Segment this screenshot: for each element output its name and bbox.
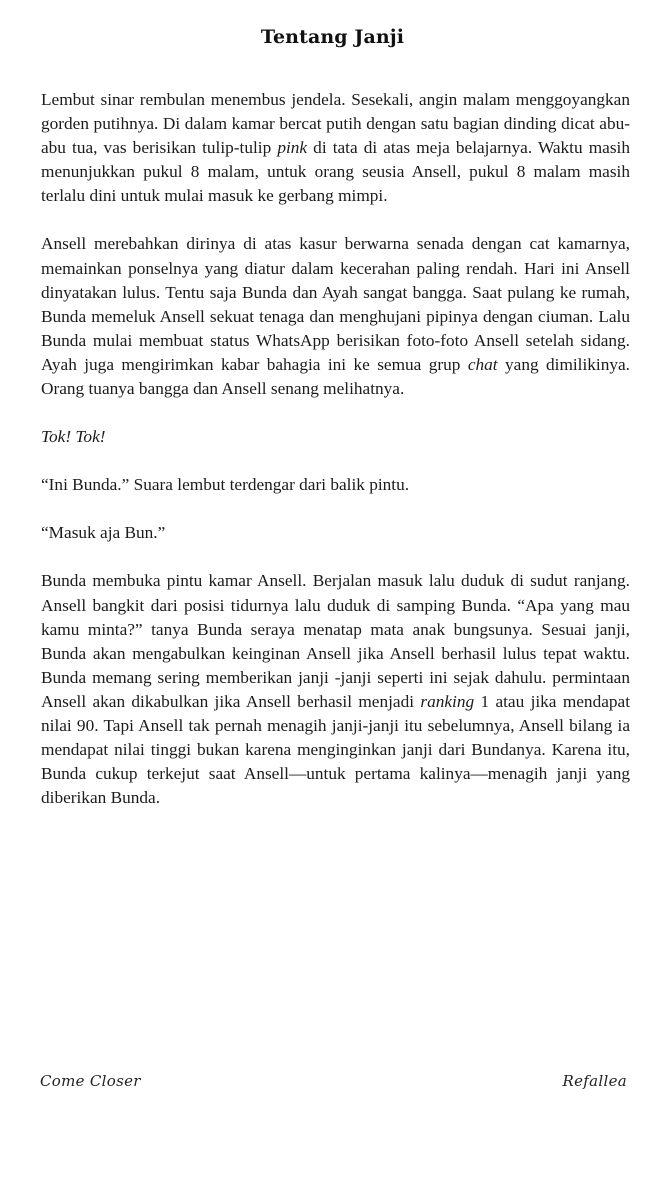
knock-sound-text: Tok! Tok! xyxy=(41,427,106,447)
paragraph-4-dialogue: “Ini Bunda.” Suara lembut terdengar dari balik pintu. xyxy=(41,475,410,495)
footer-author-signature: Refallea xyxy=(562,1072,627,1090)
paragraph-2 xyxy=(41,232,630,401)
story-body xyxy=(41,88,630,834)
footer-book-title: Come Closer xyxy=(40,1072,141,1090)
paragraph-6-text-a: Bunda membuka pintu kamar Ansell. Berjalan masuk lalu duduk di sudut ranjang. Ansell bangkit dari posisi tidurnya lalu duduk di samping Bunda. “Apa yang mau kamu minta?” tanya Bunda seraya menatap mata anak bungsunya. Sesuai janji, Bunda akan mengabulkan keinginan Ansell jika Ansell berhasil lulus tepat waktu. Bunda memang sering memberikan janji -janji seperti ini sejak dahulu. permintaan Ansell akan dikabulkan jika Ansell berhasil menjadi xyxy=(41,571,630,711)
paragraph-1-text-a: Lembut sinar rembulan menembus jendela. Sesekali, angin malam menggoyangkan gorden putihnya. Di dalam kamar bercat putih dengan satu bagian dinding dicat abu-abu tua, vas berisikan tulip-tulip xyxy=(41,90,630,158)
paragraph-1-text-b: di tata di atas meja belajarnya. Waktu masih menunjukkan pukul 8 malam, untuk orang seusia Ansell, pukul 8 malam masih terlalu dini untuk mulai masuk ke gerbang mimpi. xyxy=(41,138,630,206)
paragraph-2-italic-word: chat xyxy=(467,354,498,374)
paragraph-5-dialogue: “Masuk aja Bun.” xyxy=(41,523,166,543)
paragraph-2-text-b: yang dimilikinya. Orang tuanya bangga dan Ansell senang melihatnya. xyxy=(41,354,631,399)
paragraph-1 xyxy=(41,88,630,208)
paragraph-1-italic-word: pink xyxy=(277,138,308,158)
paragraph-6 xyxy=(41,569,630,810)
paragraph-6-text-b: 1 atau jika mendapat nilai 90. Tapi Ansell tak pernah menagih janji-janji itu sebelumnya, Ansell bilang ia mendapat nilai tinggi bukan karena menginginkan janji dari Bundanya. Karena itu, Bunda cukup terkejut saat Ansell—untuk pertama kalinya—menagih janji yang diberikan Bunda. xyxy=(41,691,630,808)
paragraph-3-knock xyxy=(41,425,630,449)
page-title: Tentang Janji xyxy=(260,26,405,48)
paragraph-6-italic-word: ranking xyxy=(420,691,475,711)
paragraph-2-text-a: Ansell merebahkan dirinya di atas kasur berwarna senada dengan cat kamarnya, memainkan ponselnya yang diatur dalam kecerahan paling rendah. Hari ini Ansell dinyatakan lulus. Tentu saja Bunda dan Ayah sangat bangga. Saat pulang ke rumah, Bunda memeluk Ansell sekuat tenaga dan menghujani pipinya dengan ciuman. Lalu Bunda mulai membuat status WhatsApp berisikan foto-foto Ansell setelah sidang. Ayah juga mengirimkan kabar bahagia ini ke semua grup xyxy=(41,234,630,374)
